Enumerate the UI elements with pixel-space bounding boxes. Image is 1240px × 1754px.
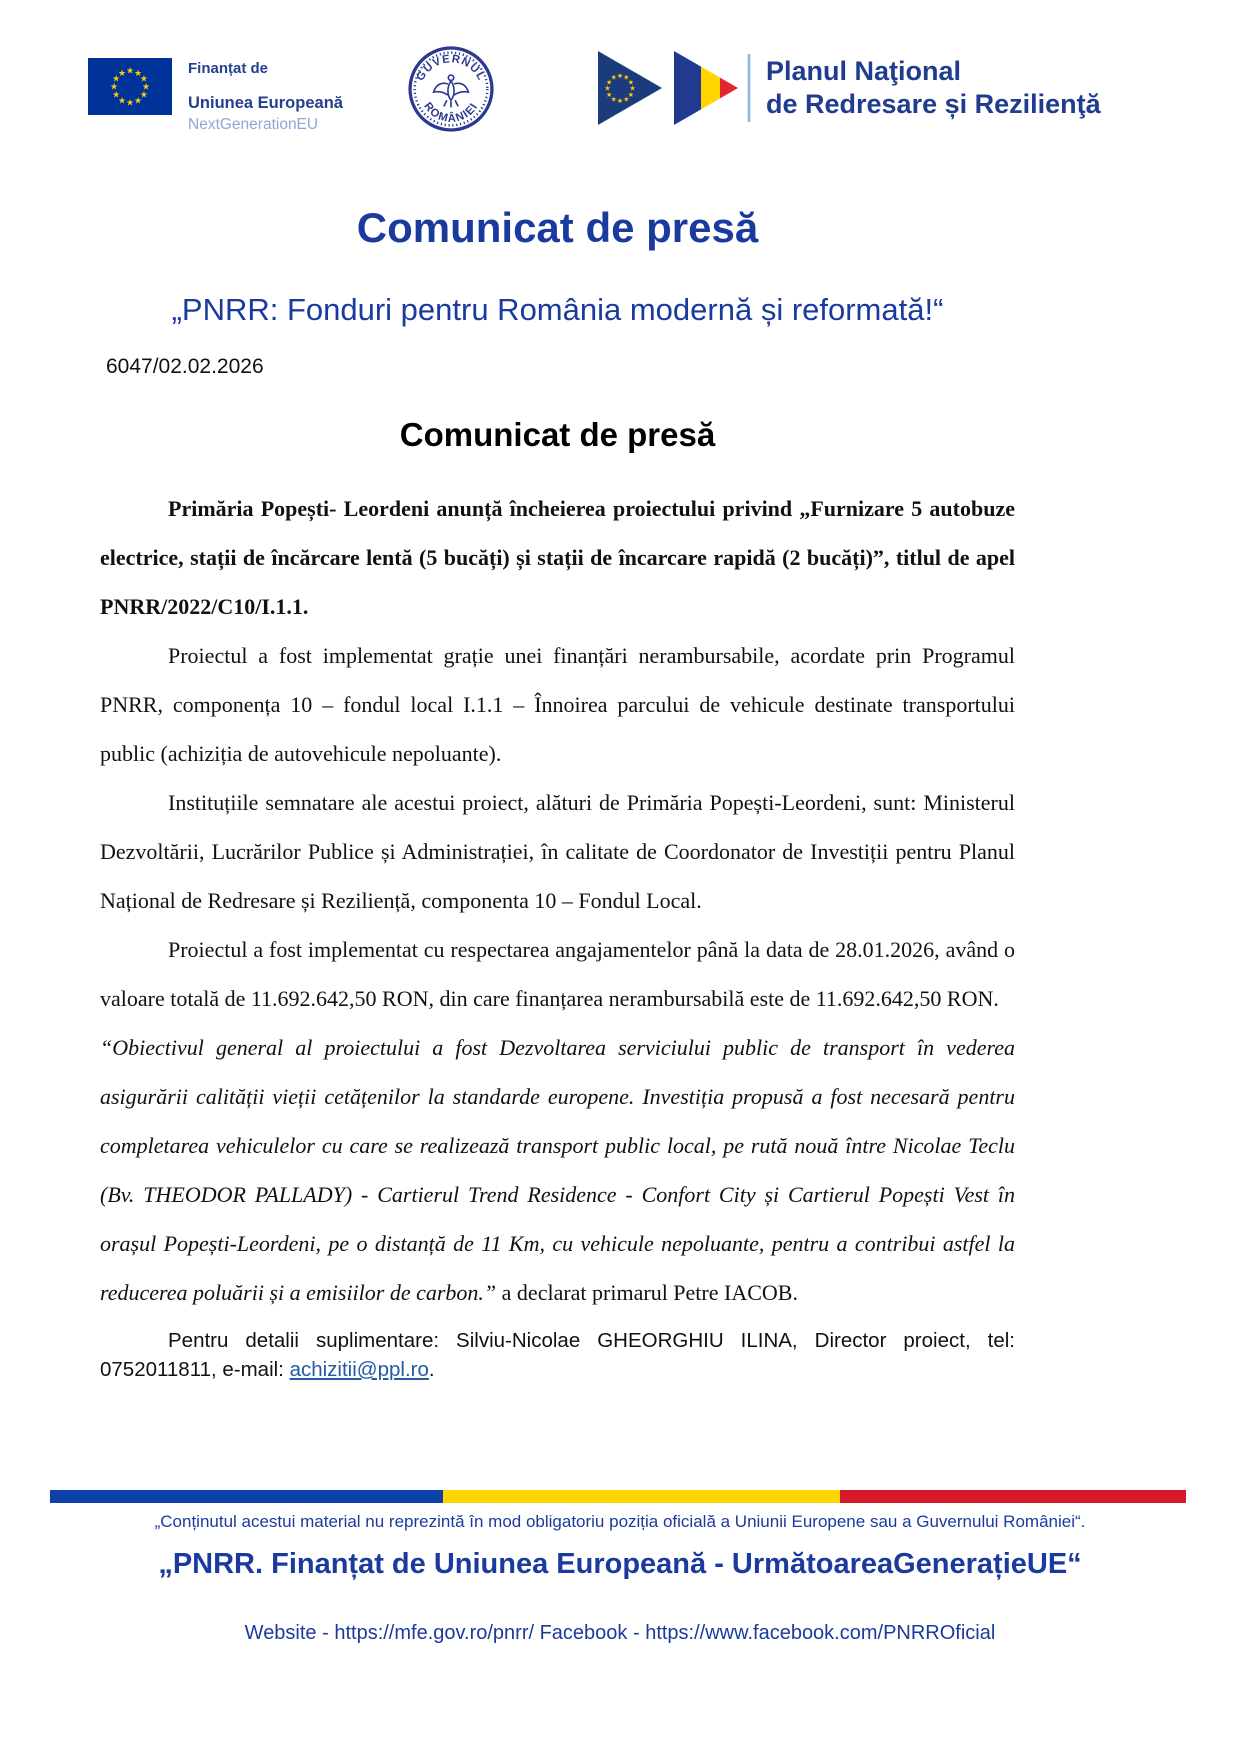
- pnrr-title-line2: de Redresare și Rezilienţă: [766, 89, 1101, 119]
- star-icon: ★: [117, 68, 127, 79]
- pnrr-triangle-ro: [674, 51, 738, 125]
- star-icon: ★: [604, 84, 611, 93]
- star-icon: ★: [125, 66, 135, 77]
- eu-flag-icon: [88, 58, 172, 115]
- paragraph-announcement: Primăria Popești- Leordeni anunță încheierea proiectului privind „Furnizare 5 autobuze electrice, stații de încărcare lentă (5 bucăți) și stații de încarcare rapidă (2 bucăți)”, titlul de apel PNRR/2022/C10/I.1.1.: [100, 496, 1015, 619]
- star-icon: ★: [610, 73, 617, 82]
- eu-union-label: Uniunea Europeană: [188, 94, 343, 112]
- gov-romania-seal-icon: [408, 46, 494, 132]
- eu-funding-logo: [88, 58, 343, 134]
- press-release-body: [100, 484, 1015, 1384]
- star-icon: ★: [141, 82, 151, 93]
- eu-funded-by-label: Finanțat de: [188, 60, 269, 77]
- star-icon: ★: [623, 73, 630, 82]
- quote-italic-text: “Obiectivul general al proiectului a fost Dezvoltarea serviciului public de transport în vederea asigurării calității vieții cetățenilor la standarde europene. Investiția propusă a fost necesară pentru completarea vehiculelor cu care se realizează transport public local, pe rută nouă între Nicolae Teclu (Bv. THEODOR PALLADY) - Cartierul Trend Residence - Confort City și Cartierul Popești Vest în orașul Popești-Leordeni, pe o distanță de 11 Km, cu vehicule nepoluante, pentru a contribui astfel la reducerea poluării și a emisiilor de carbon.”: [100, 1035, 1015, 1305]
- star-icon: ★: [112, 90, 121, 101]
- star-icon: ★: [133, 96, 143, 107]
- pnrr-logo-title: [766, 55, 1101, 121]
- quote-attribution: a declarat primarul Petre IACOB.: [496, 1280, 798, 1305]
- star-icon: ★: [627, 78, 634, 87]
- seal-text-top: GUVERNUL: [414, 53, 488, 84]
- tricolor-bar-blue: [50, 1490, 443, 1503]
- main-title: Comunicat de presă: [356, 204, 759, 251]
- header: [0, 0, 1240, 160]
- tricolor-bar-red: [840, 1490, 1186, 1503]
- contact-text: Pentru detalii suplimentare: Silviu-Nicolae GHEORGHIU ILINA, Director proiect, tel: 0752011811, e-mail:: [100, 1329, 1015, 1381]
- reference-number: 6047/02.02.2026: [106, 355, 264, 378]
- contact-paragraph: [100, 1326, 1015, 1384]
- section-title: Comunicat de presă: [399, 416, 716, 453]
- star-icon: ★: [627, 90, 634, 99]
- footer-links: Website - https://mfe.gov.ro/pnrr/ Facebook - https://www.facebook.com/PNRROficial: [244, 1622, 996, 1644]
- pnrr-title-line1: Planul Naţional: [766, 56, 962, 86]
- seal-text-bottom: ROMÂNIEI: [421, 100, 481, 125]
- star-icon: ★: [139, 74, 148, 85]
- star-icon: ★: [623, 95, 630, 104]
- footer-disclaimer: „Conținutul acestui material nu reprezintă în mod obligatoriu poziția oficială a Uniunii Europene sau a Guvernului României“.: [154, 1512, 1086, 1531]
- quote-paragraph: [100, 1023, 1015, 1317]
- star-icon: ★: [610, 95, 617, 104]
- subtitle: „PNRR: Fonduri pentru România modernă și reformată!“: [171, 292, 944, 327]
- paragraph-value: Proiectul a fost implementat cu respectarea angajamentelor până la data de 28.01.2026, având o valoare totală de 11.692.642,50 RON, din care finanțarea nerambursabilă este de 11.692.642,50 RON.: [100, 937, 1015, 1011]
- seal-eagle-icon: [434, 75, 469, 107]
- star-icon: ★: [125, 98, 135, 109]
- tricolor-bar: [50, 1490, 1186, 1503]
- star-icon: ★: [117, 96, 127, 107]
- star-icon: ★: [606, 90, 613, 99]
- star-icon: ★: [139, 90, 148, 101]
- pnrr-logo: [598, 48, 1101, 128]
- paragraph-institutions: Instituțiile semnatare ale acestui proiect, alături de Primăria Popești-Leordeni, sunt: Ministerul Dezvoltării, Lucrărilor Publice și Administrației, în calitate de Coordonator de Investiții pentru Planul Național de Redresare și Reziliență, componenta 10 – Fondul Local.: [100, 790, 1015, 913]
- star-icon: ★: [616, 72, 624, 81]
- pnrr-triangles-icon: [598, 48, 756, 128]
- footer-slogan: „PNRR. Finanțat de Uniunea Europeană - UrmătoareaGenerațieUE“: [158, 1548, 1082, 1580]
- star-icon: ★: [629, 84, 636, 93]
- contact-suffix: .: [428, 1358, 435, 1381]
- star-icon: ★: [616, 97, 624, 106]
- eu-nextgeneration-label: NextGenerationEU: [188, 116, 319, 133]
- email-link[interactable]: achizitii@ppl.ro: [289, 1358, 429, 1381]
- tricolor-bar-yellow: [443, 1490, 839, 1503]
- eu-funding-text: [188, 58, 343, 134]
- star-icon: ★: [133, 68, 143, 79]
- paragraph-funding: Proiectul a fost implementat grație unei finanțări nerambursabile, acordate prin Programul PNRR, componența 10 – fondul local I.1.1 – Înnoirea parcului de vehicule destinate transportului public (achiziția de autovehicule nepoluante).: [100, 643, 1015, 766]
- star-icon: ★: [112, 74, 121, 85]
- star-icon: ★: [606, 78, 613, 87]
- star-icon: ★: [109, 82, 119, 93]
